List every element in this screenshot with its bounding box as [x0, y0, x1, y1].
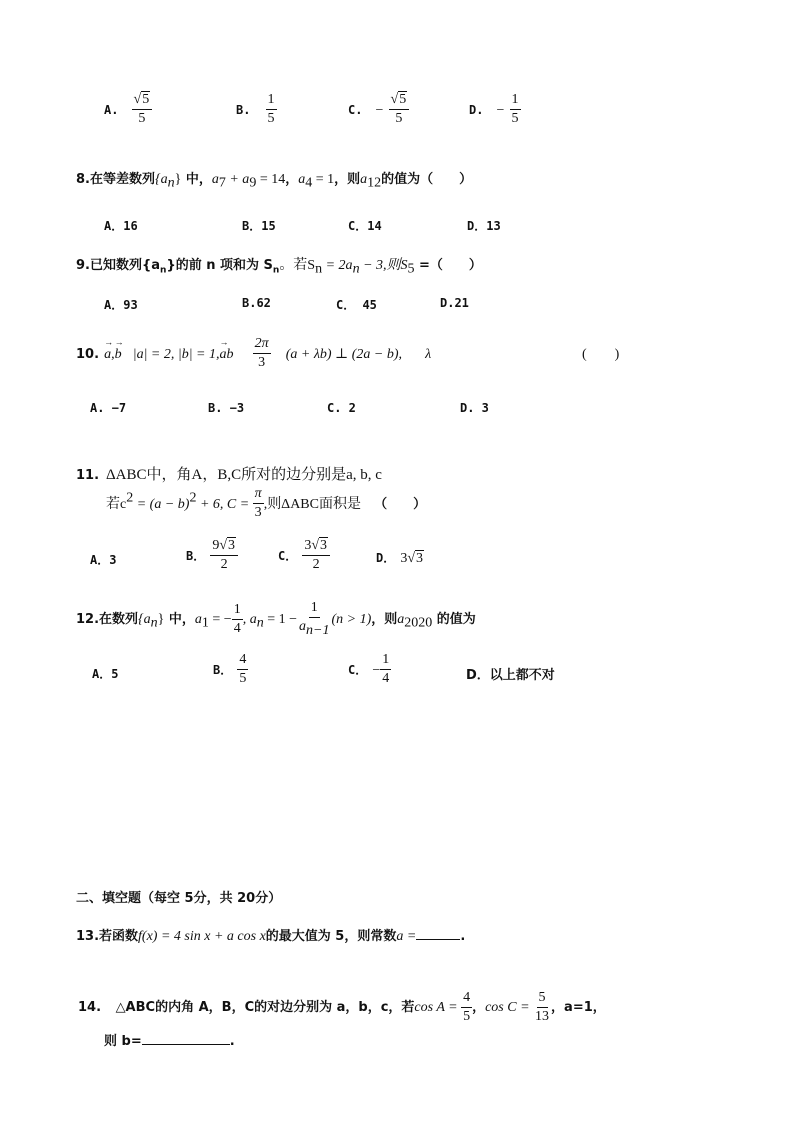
- q14-fc: [533, 990, 551, 1025]
- q9-eq: = 2a: [322, 258, 353, 273]
- q11-b-sqrt: 3: [228, 538, 236, 553]
- q12-seq-sub: n: [150, 615, 158, 631]
- q11-option-b: [186, 538, 238, 573]
- q7-d-den: 5: [511, 111, 519, 126]
- q10-ab: → ab: [220, 347, 234, 363]
- q12-b-label: B．: [213, 663, 233, 677]
- q7-option-a-label: A.: [104, 103, 119, 117]
- q11-d-pre: 3: [400, 551, 408, 566]
- q8-cond2-eq: = 1: [312, 172, 335, 187]
- q8-option-a: A．16: [104, 219, 138, 233]
- q10-num: 10.: [76, 347, 100, 362]
- q7-option-b: [236, 92, 277, 127]
- q11-option-c: [278, 538, 330, 573]
- q12-f1-den: 4: [233, 620, 241, 636]
- q13-answer-blank[interactable]: [416, 927, 460, 940]
- q9-sub4: n: [352, 261, 360, 277]
- q14-stem: [78, 990, 606, 1025]
- q9-stem: [76, 254, 482, 278]
- q12-option-b: [213, 652, 248, 687]
- q11-angle: [253, 486, 264, 521]
- q10-stem: [76, 336, 431, 371]
- q8-text-end: 的值为（ ）: [381, 172, 473, 187]
- q12-a1-sub: 1: [201, 615, 209, 631]
- q12-text-end: 的值为: [432, 611, 476, 627]
- q9-sub5: 5: [407, 261, 415, 277]
- q14-line2-text: 则 b=: [104, 1034, 142, 1049]
- q12-an-eq: = 1 −: [263, 611, 297, 627]
- q12-f2-den: a: [299, 619, 306, 634]
- q14-comma: ，: [472, 1000, 486, 1015]
- q7-option-c-value: $\frac{√5}{5}$: [389, 92, 410, 127]
- q12-a1: a: [194, 611, 202, 627]
- q11-c-label: C．: [278, 549, 298, 563]
- q10-comma1: ,: [111, 347, 115, 362]
- q8-option-b: B．15: [242, 219, 276, 233]
- q10-perp-expr: (a + λb) ⊥ (2a − b),: [285, 347, 402, 362]
- q9-text-end: =（ ）: [414, 258, 482, 273]
- q12-target-sub: 2020: [404, 615, 433, 631]
- q7-option-b-value: [266, 92, 277, 127]
- q12-c-num: 1: [380, 652, 391, 670]
- q8-text-pre: 8.在等差数列: [76, 172, 155, 187]
- q8-text-post: ，则: [334, 172, 361, 187]
- q12-b-value: [237, 652, 248, 687]
- q12-text-pre: 12.在数列: [76, 611, 139, 627]
- q12-an-sub: n: [256, 615, 264, 631]
- q12-seq-close: }: [157, 611, 165, 627]
- q12-text-post: ，则: [371, 611, 398, 627]
- q7-option-d-label: D.: [469, 103, 484, 117]
- q12-text-mid: 中，: [164, 611, 195, 627]
- q10-option-d: D. 3: [460, 401, 489, 415]
- q11-line2-sup: 2: [126, 490, 134, 506]
- q7-a-den: 5: [138, 111, 146, 126]
- q8-cond1: a: [211, 172, 219, 187]
- q8-cond2-sub: 4: [305, 175, 313, 191]
- q11-c-den: 2: [312, 557, 320, 572]
- q11-b-den: 2: [220, 557, 228, 572]
- q10-frac-den: 3: [258, 355, 266, 370]
- q12-option-a: A．5: [92, 667, 119, 681]
- q9-option-c: C． 45: [336, 298, 377, 312]
- section2-title: 二、填空题（每空 5分，共 20分）: [76, 891, 282, 906]
- q7-a-sqrt: 5: [142, 92, 150, 107]
- q11-b-num-pre: 9: [212, 538, 220, 553]
- q11-paren: （ ）: [374, 497, 427, 512]
- q7-b-num: 1: [266, 92, 277, 110]
- q14-fa-num: 4: [461, 990, 472, 1008]
- q13-text-pre: 13.若函数: [76, 929, 139, 944]
- q12-f2-num: 1: [309, 600, 320, 618]
- q7-b-den: 5: [267, 111, 275, 126]
- q11-frac-den: 3: [254, 505, 262, 520]
- q8-cond1-eq: = 14: [256, 172, 286, 187]
- q14-end: .: [229, 1034, 235, 1049]
- q9-eq2: − 3,则S: [359, 258, 408, 273]
- q12-option-c: [348, 652, 391, 687]
- q12-cond: (n > 1): [331, 611, 372, 627]
- q11-option-d: D． 3√3: [376, 551, 424, 566]
- q12-f2-den-sub: n−1: [306, 622, 330, 638]
- q8-cond1-sub: 7: [218, 175, 226, 191]
- q11-c-value: $\frac{3√3}{2}$: [302, 538, 330, 573]
- q12-c-sign: −: [372, 663, 381, 678]
- q11-d-label: D．: [376, 551, 396, 565]
- q7-option-d-value: [510, 92, 521, 127]
- q12-target: a: [397, 611, 405, 627]
- q12-option-d: D．以上都不对: [466, 668, 555, 683]
- q7-d-sign: −: [496, 103, 505, 118]
- q9-sub3: n: [315, 261, 323, 277]
- q12-f1-num: 1: [232, 602, 243, 620]
- q8-seq-close: }: [174, 172, 182, 187]
- q8-target-sub: 12: [367, 175, 382, 191]
- q7-c-den: 5: [395, 111, 403, 126]
- q13-stem: [76, 925, 465, 945]
- q8-stem: [76, 168, 472, 192]
- q12-b-num: 4: [237, 652, 248, 670]
- q14-fa: [461, 990, 472, 1025]
- q11-line2-mid: + 6, C =: [196, 497, 253, 512]
- q7-option-b-label: B.: [236, 103, 251, 117]
- q9-sub1: n: [160, 265, 167, 276]
- q9-text-mid: }的前 n 项和为 S: [166, 258, 273, 273]
- q8-cond2: a: [298, 172, 306, 187]
- q8-seq-sub: n: [167, 175, 175, 191]
- q10-paren: ( ): [582, 347, 620, 362]
- q7-option-a-value: $\frac{√5}{5}$: [132, 92, 153, 127]
- q10-option-c: C. 2: [327, 401, 356, 415]
- q12-f1: [232, 602, 243, 637]
- q8-text-mid: 中，: [181, 172, 212, 187]
- q7-option-c: [348, 92, 409, 127]
- q13-text-mid: 的最大值为 5，则常数: [265, 929, 397, 944]
- q8-target: a: [360, 172, 368, 187]
- q9-text-mid2: 。若S: [279, 258, 316, 273]
- q14-fa-den: 5: [463, 1009, 471, 1024]
- q13-var: a =: [396, 929, 417, 944]
- q14-line2: [104, 1030, 235, 1049]
- q11-line2: [106, 486, 426, 521]
- q10-frac-num: 2π: [253, 336, 271, 354]
- q14-cosA: cos A =: [414, 1000, 462, 1015]
- q7-options: [104, 92, 152, 127]
- q12-c-den: 4: [382, 671, 390, 686]
- q11-line2-sup2: 2: [189, 490, 197, 506]
- q12-an: , a: [242, 611, 257, 627]
- q14-cosC: cos C =: [485, 1000, 534, 1015]
- q9-option-d: D.21: [440, 296, 469, 310]
- q7-c-sign: −: [375, 103, 384, 118]
- q8-cond1-plus: + a: [225, 172, 250, 187]
- q14-fc-den: 13: [535, 1009, 550, 1024]
- q12-seq: {a: [138, 611, 151, 627]
- q11-frac-num: π: [253, 486, 264, 504]
- q11-line2-eq: = (a − b): [133, 497, 190, 512]
- q11-c-num-pre: 3: [304, 538, 312, 553]
- q14-num: 14.: [78, 1000, 102, 1015]
- q9-sub2: n: [272, 265, 280, 276]
- q14-text2: ，a=1，: [551, 1000, 606, 1015]
- q11-d-sqrt: 3: [416, 551, 424, 566]
- q12-a1-eq: = −: [208, 611, 232, 627]
- q12-f2: [297, 600, 331, 639]
- q14-text1: △ABC的内角 A，B，C的对边分别为 a，b，c，若: [115, 1000, 415, 1015]
- q10-vec-b: → b: [115, 347, 122, 363]
- q7-option-c-label: C.: [348, 103, 363, 117]
- q8-option-c: C．14: [348, 219, 382, 233]
- q10-option-b: B. −3: [208, 401, 245, 415]
- q12-stem: [76, 600, 476, 639]
- q8-cond1-sub2: 9: [249, 175, 257, 191]
- q9-option-b: B.62: [242, 296, 271, 310]
- q10-option-a: A. −7: [90, 401, 127, 415]
- q12-c-value: [380, 652, 391, 687]
- q11-b-value: $\frac{9√3}{2}$: [210, 538, 238, 573]
- q11-line1: ΔABC中，角A，B,C所对的边分别是a, b, c: [106, 467, 382, 483]
- q14-answer-blank[interactable]: [142, 1032, 230, 1045]
- q13-text-end: .: [460, 929, 466, 944]
- q12-b-den: 5: [239, 671, 247, 686]
- q8-comma: ，: [285, 172, 299, 187]
- q7-c-sqrt: 5: [399, 92, 407, 107]
- q10-angle: [253, 336, 271, 371]
- q7-option-d: [469, 92, 521, 127]
- q9-text-pre: 9.已知数列{a: [76, 258, 161, 273]
- q8-seq: {a: [154, 172, 168, 187]
- q9-option-a: A．93: [104, 298, 138, 312]
- q11-b-label: B．: [186, 549, 206, 563]
- q14-fc-num: 5: [537, 990, 548, 1008]
- q11-option-a: A．3: [90, 553, 117, 567]
- q10-vec-a: → a: [104, 347, 111, 363]
- q10-abs: |a| = 2, |b| = 1,: [132, 347, 220, 362]
- q11-line2-pre: 若c: [106, 497, 127, 512]
- q7-d-num: 1: [510, 92, 521, 110]
- q8-option-d: D．13: [467, 219, 501, 233]
- q11-c-sqrt: 3: [320, 538, 328, 553]
- q10-lambda: λ: [425, 347, 432, 362]
- q11-line2-end: ,则ΔABC面积是: [263, 497, 361, 512]
- q13-func: f(x) = 4 sin x + a cos x: [138, 929, 266, 944]
- q12-c-label: C．: [348, 663, 368, 677]
- q11-num: 11.: [76, 468, 100, 483]
